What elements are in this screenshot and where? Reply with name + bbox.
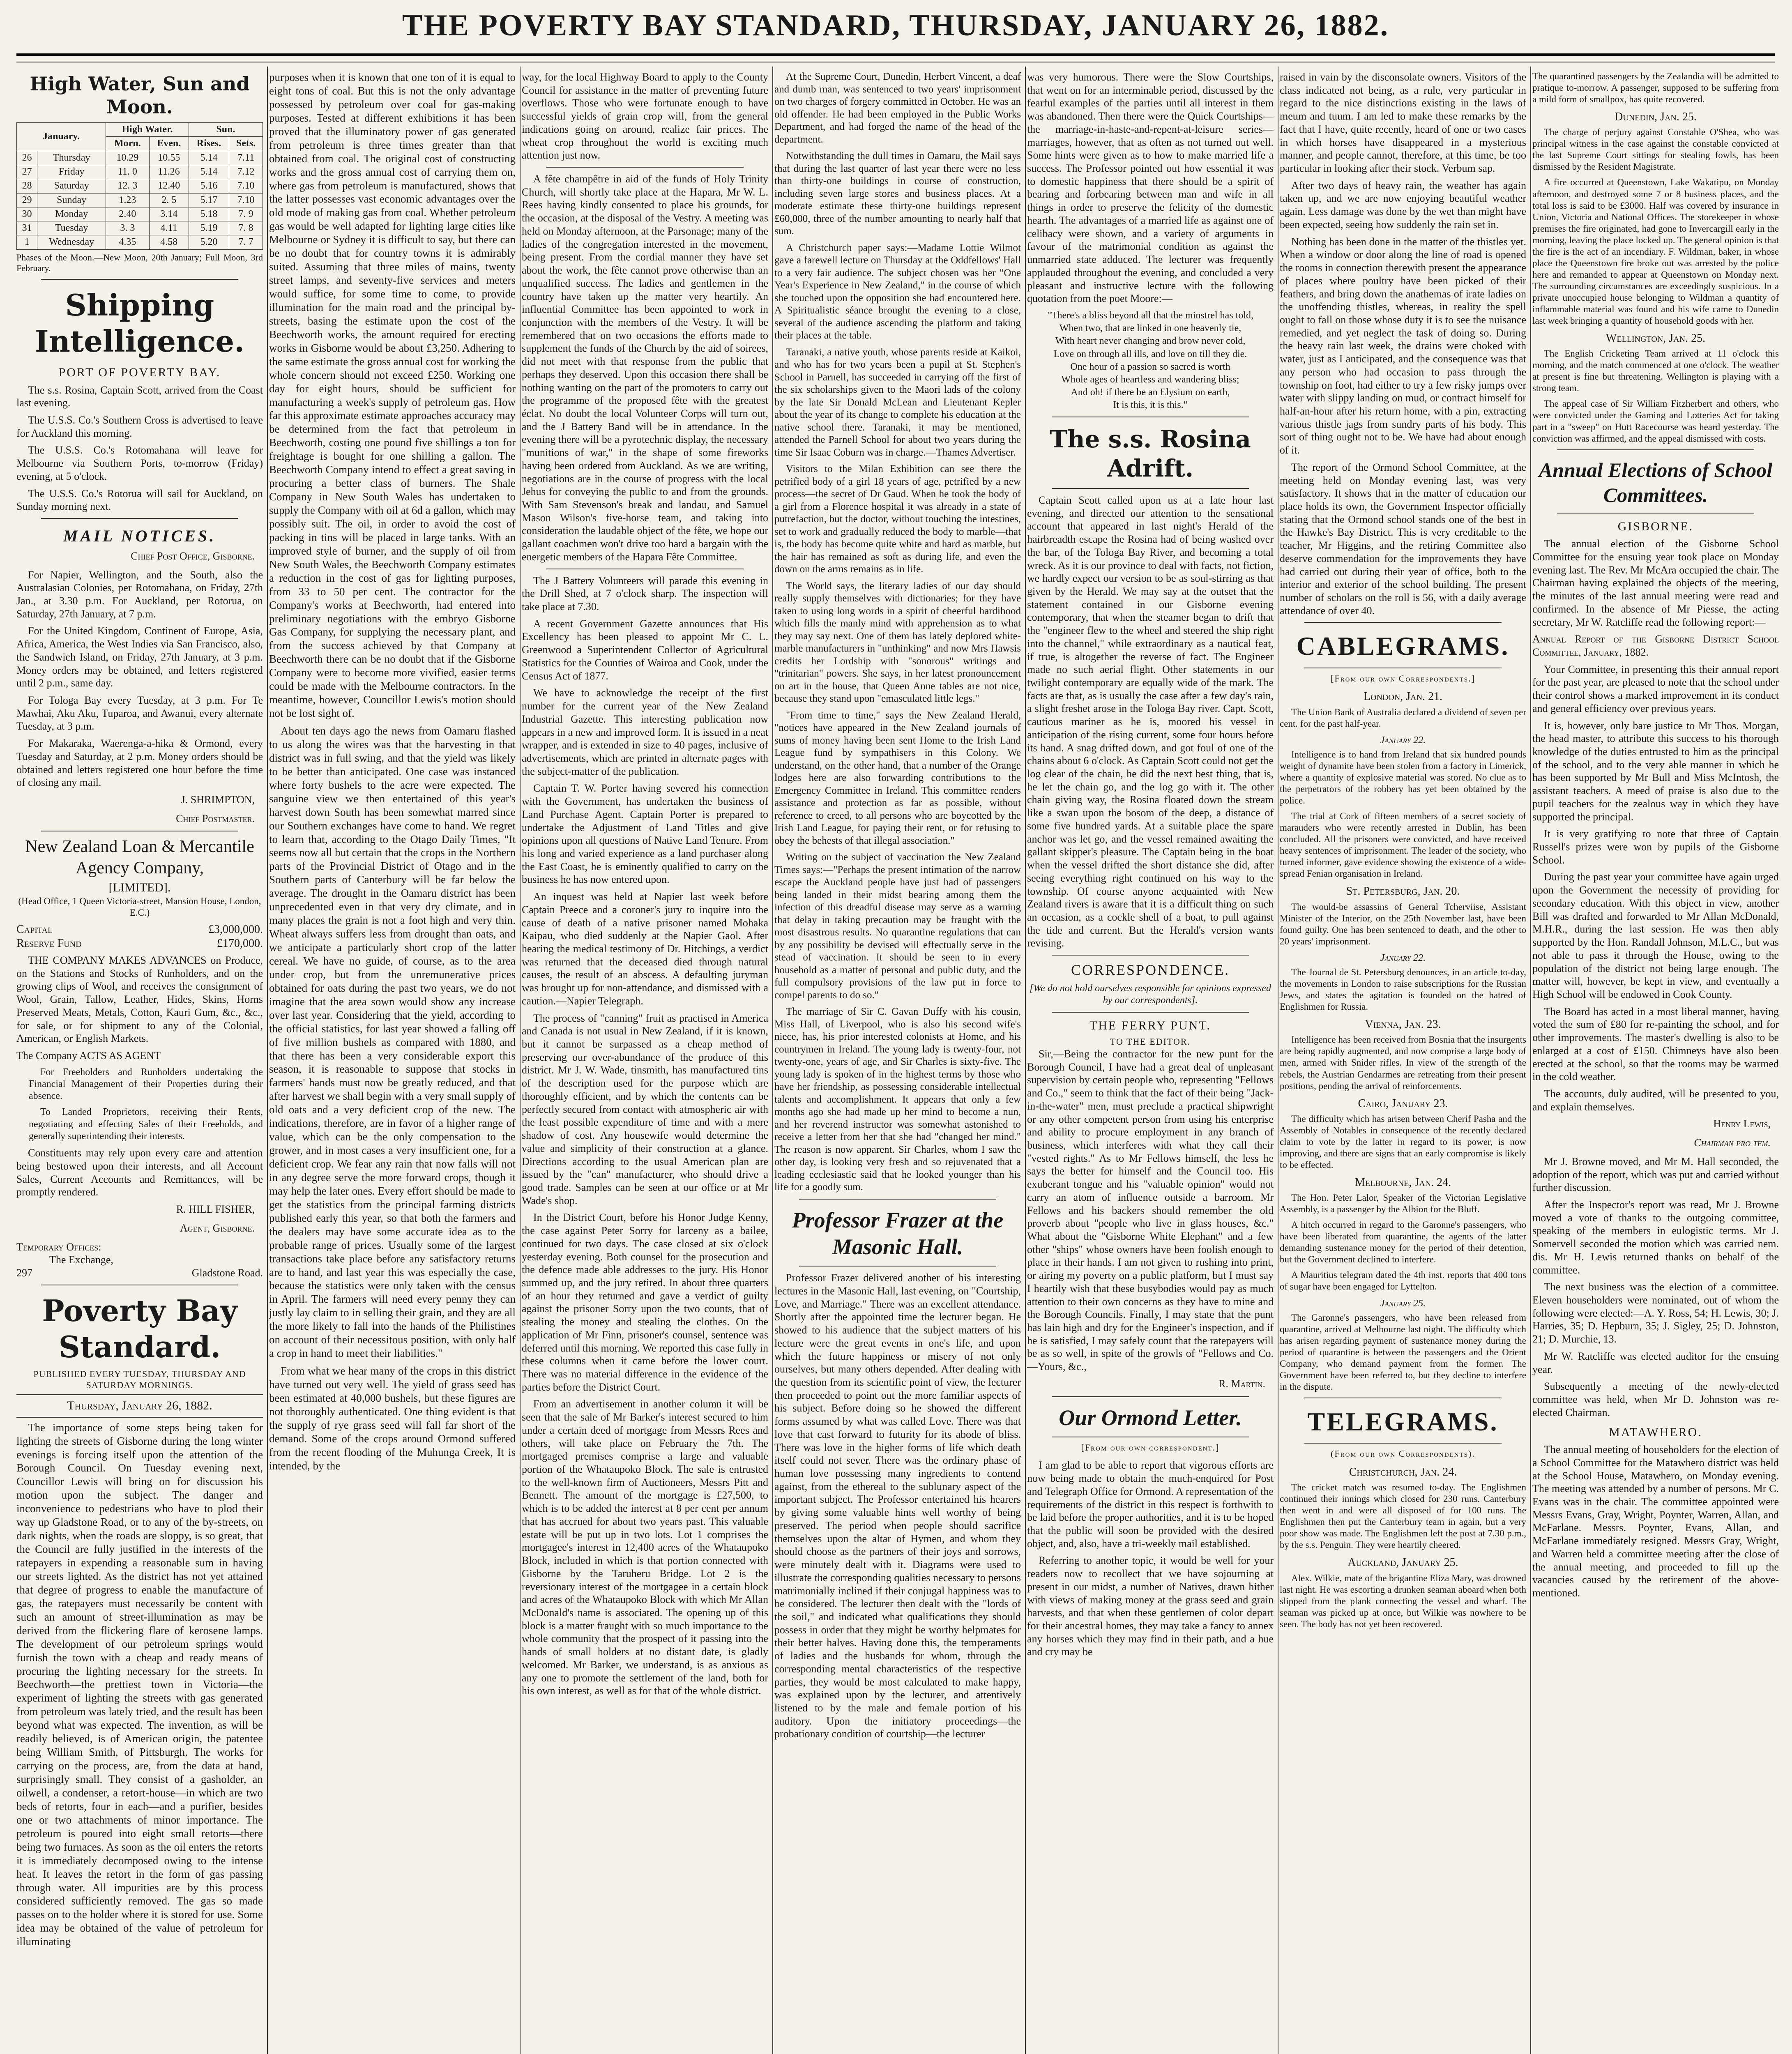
tide-cell: 11. 0 bbox=[106, 165, 149, 179]
news-item: The J Battery Volunteers will parade this evening in the Drill Shed, at 7 o'clock sharp. The inspection will take place at 7.30. bbox=[522, 574, 768, 613]
correspondence-heading: CORRESPONDENCE. bbox=[1071, 962, 1230, 979]
loan-temp-last bbox=[16, 1266, 263, 1280]
loan-agent-item: For Freeholders and Runholders undertaking the Financial Management of their Properties during their absence. bbox=[29, 1066, 263, 1102]
news-item: From an advertisement in another column it will be seen that the sale of Mr Barker's interest secured to him under a certain deed of mortgage from Messrs Rees and others, will take place on February the 7th. The mortgaged premises comprise a large and valuable portion of the Whataupoko Block. The sale is entrusted to the well-known firm of Auctioneers, Messrs Pitt and Bennett. The amount of the mortgage is £27,500, to which is to be added the interest at 8 per cent per annum that has accrued for about two years past. This valuable estate will be put up in two lots. Lot 1 comprises the mortgagee's interest in 12,400 acres of the Whataupoko Block, included in which is that portion connected with Gisborne by the Taruheru Bridge. Lot 2 is the reversionary interest of the mortgagee in a certain block and acres of the Whataupoko Block with which Mr Allan McDonald's name is associated. The opening up of this block is a matter fraught with so much importance to the whole community that the prospect of it passing into the hands of small holders at no distant date, is gladly welcomed. Mr Barker, we understand, is as anxious as any one to promote the settlement of the land, both for his own interest, as well as for that of the whole district. bbox=[522, 1398, 768, 1697]
cable-item: The Journal de St. Petersburg denounces, in an article to-day, the movements in London to raise subscriptions for the Russian Jews, and states the agitation is founded on the hatred of Englishmen for Russia. bbox=[1280, 967, 1526, 1012]
school-report: During the past year your committee have again urged upon the Government the necessity of providing for secondary education. With this object in view, another Bill was drafted and forwarded to Mr Allan McDonald, M.H.R., during the last session. He was then ably supported by the Hon. Randall Johnson, M.L.C., but was not able to pass it through the House, owing to the population of the district not being large enough. The matter will, however, be kept in view, and eventually a High School will be endowed in Cook County. bbox=[1532, 871, 1779, 1000]
shipping-notice: The s.s. Rosina, Captain Scott, arrived from the Coast last evening. bbox=[16, 384, 263, 409]
divider bbox=[799, 1199, 996, 1200]
tide-cell: 5.14 bbox=[189, 165, 229, 179]
column-1 bbox=[16, 71, 263, 2054]
news-item: "From time to time," says the New Zealand Herald, "notices have appeared in the New Zealand journals of sums of money having been sent Home to the Irish Land League fund by sympathisers in this Colony. We understand, on the other hand, that a number of the Orange lodges here are also forwarding contributions to the Emergency Committee in Ireland. This committee renders assistance and protection as far as possible, without reference to creed, to all persons who are boycotted by the Irish Land League, for paying their rent, or for refusing to obey the behests of that illegal association." bbox=[774, 709, 1021, 846]
column-2 bbox=[269, 71, 516, 2054]
shipping-heading: Shipping Intelligence. bbox=[35, 288, 245, 359]
tide-cell: Monday bbox=[37, 207, 106, 221]
column-7 bbox=[1532, 71, 1779, 2054]
tide-sub: Rises. bbox=[189, 137, 229, 151]
ferry-to: TO THE EDITOR. bbox=[1110, 1036, 1191, 1047]
reserve-value: £170,000. bbox=[217, 937, 263, 950]
cable-dateline: London, Jan. 21. bbox=[1363, 690, 1443, 703]
tide-cell: 2.40 bbox=[106, 207, 149, 221]
tide-cell: 28 bbox=[17, 179, 37, 193]
cable-item: The difficulty which has arisen between Cherif Pasha and the Assembly of Notables in consequence of the recently declared claim to vote by the latter in regard to its power, is now improving, and there are signs that an early compromise is likely to be effected. bbox=[1280, 1113, 1526, 1170]
tide-cell: 7.10 bbox=[229, 193, 263, 207]
tide-cell: 4.11 bbox=[149, 221, 189, 235]
capital-label: Capital bbox=[16, 923, 53, 936]
cable-item: The Union Bank of Australia declared a dividend of seven per cent. for the past half-year. bbox=[1280, 707, 1526, 729]
school-report: It is, however, only bare justice to Mr Thos. Morgan, the head master, to attribute this success to his thorough knowledge of the duties entrusted to him as the principal of the school, and to the very able manner in which he has been supported by Mr Bull and Miss McIntosh, the assistant teachers. A meed of praise is also due to the pupil teachers for the zealous way in which they have supported the principal. bbox=[1532, 719, 1779, 823]
telegrams-note: (From our own Correspondents). bbox=[1331, 1448, 1475, 1459]
tide-cell: 5.18 bbox=[189, 207, 229, 221]
loan-temp-line: Gladstone Road. bbox=[191, 1267, 263, 1279]
tide-sub: Even. bbox=[149, 137, 189, 151]
news-item: At the Supreme Court, Dunedin, Herbert Vincent, a deaf and dumb man, was sentenced to two years' imprisonment on two charges of forgery committed in October. He was an old offender. He had been employed in the Public Works Department, and had forged the name of the head of the department. bbox=[774, 71, 1021, 145]
news-item: The marriage of Sir C. Gavan Duffy with his cousin, Miss Hall, of Liverpool, who is also his second wife's niece, has, his prior interested colonists at Home, and his countrymen in Ireland. The young lady is twenty-four, not twenty-one, years of age, and Sir Charles is sixty-five. The young lady is spoken of in the highest terms by those who have her friendship, as possessing considerable intellectual talents and accomplishment. It appears that only a few months ago she had made up her mind to become a nun, and her reverend instructor was somewhat astonished to receive a letter from her that she had "changed her mind." The reason is now apparent. Sir Charles, whom I saw the other day, is looking very fresh and so rejuvenated that a leading ecclesiastic said that he looked younger than his life for a goodly sum. bbox=[774, 1006, 1021, 1193]
mail-office: Chief Post Office, Gisborne. bbox=[131, 550, 255, 562]
tide-row bbox=[17, 165, 263, 179]
telegram-item: The appeal case of Sir William Fitzherbert and others, who were convicted under the Gaming and Lotteries Act for taking part in a "sweep" on Hutt Racecourse was heard yesterday. The conviction was affirmed, and the appeal dismissed with costs. bbox=[1532, 398, 1779, 444]
ferry-letter: Sir,—Being the contractor for the new punt for the Borough Council, I have had a great deal of unpleasant supervision by certain people who, representing "Fellows and Co.," seem to think that the fact of their being "Jack-in-the-water" men, must preclude a practical shipwright or any other competent person from using his enterprise and ability to procure employment in any branch of business, which interferes with what they call their "vested rights." As to Mr Fellows himself, the less he says the better for himself and the Council too. His exuberant tongue and his "valuable opinion" would not carry an atom of influence outside a barroom. Mr Fellows and his backers should remember the old proverb about "people who live in glass houses, &c." What about the "Gisborne White Elephant" and a few other "ships" whose owners have been foolish enough to place in their hands. I am not given to rushing into print, or airing my poverty on a public platform, but I must say I heartily wish that these busybodies would pay as much attention to their own concerns as they have to mine and the Borough Councils. Finally, I may state that the punt has lain high and dry for the Engineer's inspection, and if he is satisfied, I may safely count that the ratepayers will be as so well, in spite of the growls of "Fellows and Co.—Yours, &c., bbox=[1027, 1048, 1274, 1373]
loan-office: (Head Office, 1 Queen Victoria-street, Mansion House, London, E.C.) bbox=[18, 896, 261, 918]
tide-cell: 3.14 bbox=[149, 207, 189, 221]
telegram-dateline: Auckland, January 25. bbox=[1347, 1556, 1458, 1569]
tide-cell: 11.26 bbox=[149, 165, 189, 179]
telegram-dateline: Christchurch, Jan. 24. bbox=[1349, 1466, 1457, 1479]
school-report: The annual election of the Gisborne School Committee for the ensuing year took place on Monday evening last. The Rev. Mr McAra occupied the chair. The Chairman having explained the objects of the meeting, the minutes of the last annual meeting were read and confirmed. In the absence of Mr Piesse, the acting secretary, Mr W. Ratcliffe read the following report:— bbox=[1532, 538, 1779, 628]
news-item: way, for the local Highway Board to apply to the County Council for assistance in the matter of preventing future overflows. Those who were fortunate enough to have successful yields of grain crop will, from the general indications going on around, realize fair prices. The wheat crop throughout the world is exciting much attention just now. bbox=[522, 71, 768, 161]
school-report-title: Annual Report of the Gisborne District School Committee, January, 1882. bbox=[1532, 633, 1779, 658]
divider bbox=[16, 1394, 263, 1395]
news-item: A recent Government Gazette announces that His Excellency has been pleased to appoint Mr C. L. Greenwood a Superintendent Collector of Agricultural Statistics for the Counties of Wairoa and Cook, under the Census Act of 1877. bbox=[522, 617, 768, 682]
column-rule bbox=[267, 67, 268, 2054]
column-4 bbox=[774, 71, 1021, 2054]
news-item: A fête champêtre in aid of the funds of Holy Trinity Church, will shortly take place at the Hapara, Mr W. L. Rees having kindly consented to place his grounds, for the occasion, at the disposal of the Vestry. A meeting was held on Monday afternoon, at the Parsonage; many of the ladies of the congregation interested in the movement, being present. From the cordial manner they have set about the work, the fête cannot prove otherwise than an unqualified success. The ladies and gentlemen in the country have taken up the matter very heartily. An influential Committee has been appointed to work in conjunction with the members of the Vestry. It will be remembered that on two occasions the efforts made to supplement the funds of the Church by the aid of soirees, did not meet with that response from the public that perhaps they deserved. Upon this occasion there shall be nothing wanting on the part of the promoters to carry out the programme of the proposed fête with the greatest éclat. No doubt the local Volunteer Corps will turn out, and the J Battery Band will be in attendance. In the evening there will be a pyrotechnic display, the necessary "munitions of war," in the shape of some fireworks having been ordered from Auckland. As we are writing, negotiations are in the course of progress with the local Jehus for conveying the public to and from the grounds. With Sam Stevenson's break and landau, and Samuel Mason Wilson's five-horse team, and taking into consideration the laudable object of the fête, we hope our gallant coachmen won't drive too hard a bargain with the energetic members of the Hapara Fête Committee. bbox=[522, 173, 768, 563]
loan-agent: The Company ACTS AS AGENT bbox=[16, 1049, 161, 1062]
paper-date: Thursday, January 26, 1882. bbox=[67, 1399, 212, 1413]
ormond-heading: Our Ormond Letter. bbox=[1059, 1405, 1242, 1430]
school-report: The Board has acted in a most liberal manner, having voted the sum of £80 for re-painting the school, and for other improvements. The master's dwelling is also to be enlarged at a cost of £150. Chimneys have also been erected at the school, so that the rooms may be warmed in the cold weather. bbox=[1532, 1005, 1779, 1083]
telegram-item: The English Cricketing Team arrived at 11 o'clock this morning, and the match commenced at one o'clock. The weather at present is fine but threatening. Wellington is playing with a strong team. bbox=[1532, 348, 1779, 394]
tide-row bbox=[17, 235, 263, 249]
column-rule bbox=[1530, 67, 1531, 2054]
shipping-notice: The U.S.S. Co.'s Southern Cross is advertised to leave for Auckland this morning. bbox=[16, 414, 263, 439]
tide-cell: Wednesday bbox=[37, 235, 106, 249]
school-report: After the Inspector's report was read, Mr J. Browne moved a vote of thanks to the outgoing committee, speaking of the members in eulogistic terms. Mr J. Somervell seconded the motion which was carried nem. dis. Mr H. Lewis returned thanks on behalf of the committee. bbox=[1532, 1199, 1779, 1276]
column-5 bbox=[1027, 71, 1274, 2054]
cable-dateline: St. Petersburg, Jan. 20. bbox=[1346, 885, 1460, 898]
divider bbox=[1052, 488, 1249, 489]
news-item: The process of "canning" fruit as practised in America and Canada is not usual in New Zealand, if it is known, but it cannot be surpassed as a cheap method of preserving our over-abundance of the produce of this district. Mr J. W. Wade, tinsmith, has manufactured tins of the description used for the purpose which are thoroughly efficient, and by which the contents can be perfectly secured from contact with atmospheric air with the least possible expenditure of time and with a mere shadow of cost. Any housewife would determine the value and simplicity of their construction at a glance. Directions according to the usual American plan are issued by the "can" manufacturer, who should drive a good trade. Samples can be seen at our office or at Mr Wade's shop. bbox=[522, 1012, 768, 1207]
loan-body: THE COMPANY MAKES ADVANCES on Produce, on the Stations and Stocks of Runholders, and on the growing clips of Wool, and receives the consignment of Wool, Grain, Tallow, Leather, Hides, Skins, Horns Preserved Meats, Metals, Cotton, Kauri Gum, &c., &c., for sale, or for shipment to any of the Colonial, American, or English Markets. bbox=[16, 954, 263, 1045]
ferry-heading: THE FERRY PUNT. bbox=[1089, 1018, 1211, 1032]
news-item: A Christchurch paper says:—Madame Lottie Wilmot gave a farewell lecture on Thursday at the Oddfellows' Hall to a very fair audience. The subject chosen was her "One Year's Experience in New Zealand," in the course of which she touched upon the opposition she had encountered here. A Spiritualistic séance brought the evening to a close, several of the audience ascending the platform and taking their places at the table. bbox=[774, 242, 1021, 341]
divider bbox=[1557, 449, 1754, 450]
cable-dateline: Melbourne, Jan. 24. bbox=[1354, 1176, 1451, 1189]
loan-constituents: Constituents may rely upon every care and attention being bestowed upon their interests, and all Account Sales, Current Accounts and Remittances, will be promptly rendered. bbox=[16, 1147, 263, 1198]
cable-dateline: Vienna, Jan. 23. bbox=[1365, 1018, 1441, 1031]
capital-line bbox=[16, 923, 263, 937]
news-item: Writing on the subject of vaccination the New Zealand Times says:—"Perhaps the present intimation of the narrow escape the Auckland people have just had of passengers being landed in their midst bearing among them the infection of this dreadful disease may serve as a warning that delay in taking precaution may be fraught with the most disastrous results. No quarantine regulations that can by any possibility be devised will effectually serve in the stead of vaccination. It should be seen to in every household as a matter of personal and public duty, and the full compulsory provisions of the law put in force to compel parents to do so." bbox=[774, 852, 1021, 1001]
divider bbox=[546, 167, 744, 168]
news-item: The World says, the literary ladies of our day should really supply themselves with dictionaries; for they have taken to using long words in a spirit of cheerful hardihood which fills the manly mind with apprehension as to what they may say next. One of them has lately deplored white-marble manufacturers in "unthinking" and now Mrs Hawsis credits her Lordship with "sonorous" writings and "trinitarian" powers. She says, in her latest pronouncement on art in the house, that Queen Anne tables are not nice, because they stand upon "emasculated little legs." bbox=[774, 580, 1021, 704]
tide-col-sun: Sun. bbox=[189, 123, 263, 137]
cable-date: January 25. bbox=[1380, 1298, 1426, 1309]
loan-signature-title: Agent, Gisborne. bbox=[180, 1222, 255, 1234]
tide-cell: 7.11 bbox=[229, 151, 263, 165]
tide-cell: Thursday bbox=[37, 151, 106, 165]
paper-title: Poverty Bay Standard. bbox=[42, 1293, 237, 1364]
column-6 bbox=[1280, 71, 1526, 2054]
moon-phases: Phases of the Moon.—New Moon, 20th January; Full Moon, 3rd February. bbox=[16, 252, 263, 274]
shipping-notice: The U.S.S. Co.'s Rotorua will sail for Auckland, on Sunday morning next. bbox=[16, 487, 263, 513]
ormond-letter: I am glad to be able to report that vigorous efforts are now being made to obtain the much-enquired for Post and Telegraph Office for Ormond. A representation of the requirements of the district in this respect is forthwith to be laid before the proper authorities, and it is to be hoped that the public will soon be provided with the desired object, and, also, have a tri-weekly mail established. bbox=[1027, 1459, 1274, 1550]
leader-article: The importance of some steps being taken for lighting the streets of Gisborne during the long winter evenings is forcing itself upon the attention of the Borough Council. On Tuesday evening next, Councillor Lewis will bring on for discussion his motion upon the subject. The danger and inconvenience to pedestrians who have to plod their way up Gladstone Road, or to any of the by-streets, on dark nights, when the roads are sloppy, is so great, that the Council are fully justified in the interests of the ratepayers in expending a reasonable sum in having our streets lighted. As the district has not yet attained that degree of progress to enable the manufacture of gas, the ratepayers must necessarily be content with such an amount of street-illumination as may be derived from the flickering flare of kerosene lamps. The development of our petroleum springs would furnish the town with a cheap and ready means of procuring the lighting necessary for the streets. In Beechworth—the prettiest town in Victoria—the experiment of lighting the streets with gas generated from petroleum was lately tried, and the result has been beyond what was expected. The invention, as will be readily believed, is of American origin, the patentee being William Smith, of Pittsburgh. The works for carrying on the process, are, from the data at hand, surprisingly small. They consist of a gasholder, an oilwell, a condenser, a retort-house—in which are two beds of retorts, four in each—and a purifier, besides one or two attachments of minor importance. The petroleum is poured into eight small retorts—there being two furnaces. As soon as the oil enters the retorts it is immediately decomposed owing to the intense heat. It leaves the retort in the form of gas passing through water. All impurities are by this process considered sufficiently removed. The gas so made passes on to the holder where it is stored for use. Some idea may be obtained of the value of petroleum for illuminating bbox=[16, 1421, 263, 1948]
mail-signature: J. SHRIMPTON, bbox=[181, 794, 255, 806]
port-heading: PORT OF POVERTY BAY. bbox=[58, 365, 221, 379]
cable-item: The would-be assassins of General Tcherviise, Assistant Minister of the Interior, on the 25th November last, have been found guilty. One has been sentenced to death, and the other to 20 years' imprisonment. bbox=[1280, 901, 1526, 946]
news-item: We have to acknowledge the receipt of the first number for the current year of the New Zealand Industrial Gazette. This interesting publication now appears in a new and improved form. It is issued in a neat wrapper, and is extended in size to 40 pages, inclusive of advertisements, which are printed in alternate pages with the subject-matter of the publication. bbox=[522, 687, 768, 777]
tide-cell: 30 bbox=[17, 207, 37, 221]
ormond-letter: Referring to another topic, it would be well for your readers now to recollect that we have sojourning at present in our midst, a number of Natives, drawn hither with views of making money at the grass seed and grain harvests, and that when these gentlemen of color depart for their ancestral homes, they may take a fancy to annex any horses which they may find in their path, and a hue and cry may be bbox=[1027, 1554, 1274, 1658]
news-item: In the District Court, before his Honor Judge Kenny, the case against Peter Sorry for larceny as a bailee, continued for two days. The case closed at six o'clock yesterday evening. Both counsel for the prosecution and the defence made able addresses to the jury. His Honor summed up, and the jury retired. In about three quarters of an hour they returned and gave a verdict of guilty against the prisoner Sorry upon the two counts, that of stealing the money and stealing the clothes. On the application of Mr Finn, prisoner's counsel, sentence was deferred until this morning. We reported this case fully in these columns when it came before the lower court. There was no material difference in the evidence of the parties before the District Court. bbox=[522, 1211, 768, 1393]
divider bbox=[16, 1417, 263, 1418]
tide-cell: Tuesday bbox=[37, 221, 106, 235]
tides-heading: High Water, Sun and Moon. bbox=[30, 73, 250, 118]
frazer-article-cont: was very humorous. There were the Slow Courtships, that went on for an interminable period, discussed by the fearful examples of the parties until all interest in them was abandoned. Then there were the Quick Courtships—the marriage-in-haste-and-repent-at-leisure series—marriages, however, that as often as not turned out well. Some hints were given as to how to make married life a success. The Professor pointed out how essential it was to domestic happiness that there should be a spirit of bearing and forbearing between man and wife in all things in order to preserve the felicity of the domestic hearth. The advantages of a married life as against one of celibacy were shown, and a variety of arguments in favour of the matrimonial condition as against the unmarried state adduced. The lecturer was frequently applauded throughout the evening, and concluded a very pleasant and instructive lecture with the following quotation from the poet Moore:— bbox=[1027, 71, 1274, 305]
ad-number: 297 bbox=[16, 1267, 32, 1279]
divider bbox=[1304, 1443, 1502, 1444]
correspondence-note: [We do not hold ourselves responsible for opinions expressed by our correspondents]. bbox=[1030, 983, 1271, 1006]
ormond-note: [From our own correspondent.] bbox=[1081, 1442, 1220, 1453]
tide-cell: 12.40 bbox=[149, 179, 189, 193]
tide-cell: 26 bbox=[17, 151, 37, 165]
tide-col-high: High Water. bbox=[106, 123, 189, 137]
divider bbox=[1052, 1012, 1249, 1013]
school-report: Mr J. Browne moved, and Mr M. Hall seconded, the adoption of the report, which was put and carried without further discussion. bbox=[1532, 1155, 1779, 1194]
cablegrams-heading: CABLEGRAMS. bbox=[1296, 631, 1510, 661]
mail-heading: MAIL NOTICES. bbox=[63, 526, 217, 545]
tide-table bbox=[16, 122, 263, 249]
mail-notice: For Makaraka, Waerenga-a-hika & Ormond, every Tuesday and Saturday, at 2 p.m. Money orders should be obtained and letters registered one hour before the time of closing any mail. bbox=[16, 737, 263, 789]
tide-cell: Saturday bbox=[37, 179, 106, 193]
harvest-article: About ten days ago the news from Oamaru flashed to us along the wires was that the harvesting in that district was in full swing, and that the yield was likely to be better than anticipated. One case was instanced where forty bushels to the acre were expected. The sanguine view we then entertained of this year's harvest down South has been somewhat marred since our Southern exchanges have come to hand. We regret to learn that, according to the Otago Daily Times, "It seems now all but certain that the crops in the Northern parts of the Provincial District of Otago and in the Southern parts of Canterbury will be far below the average. The drought in the Oamaru district has been unprecedented even in that very dry climate, and in many places the grain is not a foot high and very thin. Wheat always suffers less from drought than oats, and we anticipate a particularly short crop of the latter cereal. We have no guide, of course, as to the area under crop, but from the unremunerative prices obtained for oats during the past two years, we do not imagine that the area sown would show any increase over last year. Considering that the yield, according to the official statistics, for last year showed a falling off of five million bushels as compared with 1880, and that there has been a very considerable export this season, it is reasonable to suppose that stocks in farmers' hands must now be greatly reduced, and that after harvest we shall begin with a very small supply of old oats and a very deficient crop of the new. The indications, therefore, are in favor of a higher range of value, which can be the only compensation to the grower, and in most cases a very insufficient one, for a deficient crop. We fear any rain that now falls will not in any degree serve the more forward crops, though it may help the later ones. Every effort should be made to get the statistics from the principal farming districts published early this year, so that both the farmers and the dealers may have some accurate idea as to the probable range of prices. Usually some of the largest transactions take place before any satisfactory returns are to hand, and last year this was especially the case, because the statistics were only taken with the census in April. The farmers will need every penny they can justly lay claim to in selling their grain, and they are all the more likely to fall into the hands of the Philistines on account of their necessitous position, with only half a crop in hand to meet their liabilities." bbox=[269, 725, 516, 1360]
cable-item: The Hon. Peter Lalor, Speaker of the Victorian Legislative Assembly, is a passenger by the Albion for the Bluff. bbox=[1280, 1193, 1526, 1215]
tide-cell: 7. 7 bbox=[229, 235, 263, 249]
tide-cell: 5.17 bbox=[189, 193, 229, 207]
news-item: Taranaki, a native youth, whose parents reside at Kaikoi, and who has for two years been a pupil at St. Stephen's School in Parnell, has succeeded in carrying off the first of the six scholarships given to the Maori lads of the colony by the late Sir Donald McLean and Lieutenant Kepler about the year of its change to complete his education at the native school there. Taranaki, it may be mentioned, attended the Parnell School for about two years during the time Sir Isaac Coburn was in charge.—Thames Advertiser. bbox=[774, 346, 1021, 458]
news-item: An inquest was held at Napier last week before Captain Preece and a coroner's jury to inquire into the cause of death of a native prisoner named Mohaka Kaipau, who died suddenly at the Napier Gaol. After hearing the medical testimony of Dr. Hitchings, a verdict was returned that the deceased died through natural causes, the result of an abscess. A defaulting juryman was brought up for non-attendance, and dismissed with a caution.—Napier Telegraph. bbox=[522, 891, 768, 1007]
crops-article: From what we hear many of the crops in this district have turned out very well. The yield of grass seed has been estimated at 40,000 bushels, but these figures are not thoroughly authenticated. One thing evident is that the supply of rye grass seed will fall far short of the demand. Some of the crops around Ormond suffered from the recent flooding of the Muhunga Creek, It is intended, by the bbox=[269, 1365, 516, 1472]
telegram-item: Alex. Wilkie, mate of the brigantine Eliza Mary, was drowned last night. He was escorting a drunken seaman aboard when both slipped from the plank connecting the vessel and wharf. The seaman was picked up at once, but Wilkie was nowhere to be seen. The body has not yet been recovered. bbox=[1280, 1573, 1526, 1629]
school-report: Mr W. Ratcliffe was elected auditor for the ensuing year. bbox=[1532, 1350, 1779, 1375]
tide-cell: 2. 5 bbox=[149, 193, 189, 207]
tide-cell: 1.23 bbox=[106, 193, 149, 207]
divider bbox=[1052, 955, 1249, 956]
divider bbox=[1052, 1396, 1249, 1397]
tide-cell: 31 bbox=[17, 221, 37, 235]
tide-row bbox=[17, 193, 263, 207]
leader-article-cont: purposes when it is known that one ton of it is equal to eight tons of coal. But this is not the only advantage possessed by petroleum over coal for gas-making purposes. Tested at different exhibitions it has been proved that the illuminatory power of gas generated from petroleum is three times greater than that obtained from coal. The original cost of constructing works and the gross annual cost of carrying them on, where gas from petroleum is manufactured, shows that the latter possesses vast economic advantages over the old mode of making gas from coal. Whether petroleum gas would be well adapted for lighting large cities like Melbourne or Sydney it is difficult to say, but there can be no doubt that for country towns it is admirably suited. Assuming that three miles of mains, twenty street lamps, and seventy-five services and meters would suffice, for some time to come, to provide illumination for the main road and the principal by-streets, basing the estimate upon the cost of the Beechworth works, the amount required for erecting works in Gisborne would be about £3,250. Adhering to the same estimate the gross annual cost for working the whole concern should not exceed £250. Working one day for eight hours, should be sufficient for manufacturing a week's supply of petroleum gas. How far this approximate estimate approaches accuracy may be determined from the fact that petroleum in Beechworth, costing one pound five shillings a ton for freightage is bought for one shilling a gallon. The Beechworth Company intend to effect a great saving in procuring a better class of burners. The Shale Company in New South Wales has undertaken to supply the Company with oil at 6d a gallon, which may possibly suit. The oil, in order to avoid the cost of packing in tins will be placed in large tanks. With an improved style of burner, and the supply of oil from New South Wales, the Beechworth Company estimates a reduction in the cost of gas for lighting purposes, from 33 to 50 per cent. The contractor for the Company's works at Beechworth, had entered into preliminary negotiations with the embryo Gisborne Gas Company, for supplying the necessary plant, and from the success achieved by that Company at Beechworth there can be no doubt that if the Gisborne Company were to become more vivified, easier terms could be made with the Melbourne contractors. In the meantime, however, Councillor Lewis's motion should not be lost sight of. bbox=[269, 71, 516, 720]
tide-row bbox=[17, 207, 263, 221]
column-3 bbox=[522, 71, 768, 2054]
matawhero-report: The annual meeting of householders for the election of a School Committee for the Matawhero district was held at the School House, Matawhero, on Monday evening. The meeting was attended by a number of persons. Mr C. Evans was in the chair. The committee appointed were Messrs Evans, Gray, Wright, Poynter, Warren, Allan, and McFarlane. Messrs. Poynter, Evans, Allan, and McFarlane immediately resigned. Messrs Gray, Wright, and Warren held a committee meeting after the close of the annual meeting, and proceeded to fill up the vacancies caused by the retirement of the above-mentioned. bbox=[1532, 1444, 1779, 1599]
column-rule bbox=[772, 67, 773, 2054]
telegrams-heading: TELEGRAMS. bbox=[1307, 1407, 1499, 1437]
school-report: The accounts, duly audited, will be presented to you, and explain themselves. bbox=[1532, 1087, 1779, 1113]
paper-publication: PUBLISHED EVERY TUESDAY, THURSDAY AND SATURDAY MORNINGS. bbox=[33, 1369, 246, 1391]
loan-temp-line: The Exchange, bbox=[49, 1254, 113, 1266]
news-item: Captain T. W. Porter having severed his connection with the Government, has undertaken the business of Land Purchase Agent. Captain Porter is prepared to undertake the Adjustment of Land Titles and give opinions upon all questions of Native Land Tenure. From his long and varied experience as a land purchaser along the East Coast, he is eminently qualified to carry on the business he has now entered upon. bbox=[522, 782, 768, 886]
cable-item: Intelligence is to hand from Ireland that six hundred pounds weight of dynamite have been stolen from a factory in Limerick, where a quantity of explosive material was stored. No clue as to the perpetrators of the robbery has yet been obtained by the police. bbox=[1280, 749, 1526, 806]
cable-item: The Garonne's passengers, who have been released from quarantine, arrived at Melbourne last night. The difficulty which has arisen regarding payment of sustenance money during the period of quarantine is between the passengers and the Orient Company, who demand payment from the former. The Government have been referred to, but they decline to interfere in the dispute. bbox=[1280, 1312, 1526, 1392]
tide-sub: Morn. bbox=[106, 137, 149, 151]
shipping-notice: The U.S.S. Co.'s Rotomahana will leave for Melbourne via Southern Ports, to-morrow (Friday) evening, at 5 o'clock. bbox=[16, 444, 263, 482]
cablegrams-note: [From our own Correspondents.] bbox=[1331, 673, 1475, 684]
reserve-line bbox=[16, 937, 263, 951]
mail-notice: For Napier, Wellington, and the South, also the Australasian Colonies, per Rotomahana, on Friday, 27th Jan., at 3.30 p.m. For Auckland, per Rotorua, on Saturday, 27th January, at 7 p.m. bbox=[16, 569, 263, 620]
tide-cell: 10.29 bbox=[106, 151, 149, 165]
column-rule bbox=[1025, 67, 1026, 2054]
news-item: Notwithstanding the dull times in Oamaru, the Mail says that during the last quarter of last year there were no less than thirty-one buildings in course of construction, including seven large stores and business places. At a moderate estimate these thirty-one buildings represent £60,000, three of the number amounting to nearly half that sum. bbox=[774, 150, 1021, 237]
cable-date: January 22. bbox=[1380, 952, 1426, 963]
school-report: It is very gratifying to note that three of Captain Russell's prizes were won by pupils of the Gisborne School. bbox=[1532, 828, 1779, 866]
cable-item: A hitch occurred in regard to the Garonne's passengers, who have been liberated from quarantine, the agents of the latter demanding sustenance money for the period of their detention, but the Government declined to interfere. bbox=[1280, 1220, 1526, 1265]
loan-heading: New Zealand Loan & Mercantile Agency Company, bbox=[25, 837, 254, 877]
tide-cell: Sunday bbox=[37, 193, 106, 207]
tide-row bbox=[17, 221, 263, 235]
ormond-letter-cont: After two days of heavy rain, the weather has again taken up, and we are now enjoying beautiful weather again. Less damage was done by the wet than might have been expected, seeing how suddenly the rain set in. bbox=[1280, 179, 1526, 230]
cable-date: January 22. bbox=[1380, 735, 1426, 746]
tide-cell: 7. 8 bbox=[229, 221, 263, 235]
school-signature: Henry Lewis, bbox=[1713, 1118, 1771, 1130]
masthead-rule bbox=[16, 53, 1775, 56]
loan-limited: [LIMITED]. bbox=[108, 880, 171, 894]
tide-cell: 5.19 bbox=[189, 221, 229, 235]
matawhero-heading: MATAWHERO. bbox=[1609, 1425, 1702, 1439]
telegram-item: The charge of perjury against Constable O'Shea, who was principal witness in the case against the constable convicted at the last Supreme Court sittings for stealing fowls, has been dismissed by the Resident Magistrate. bbox=[1532, 127, 1779, 172]
loan-agent-item: To Landed Proprietors, receiving their Rents, negotiating and effecting Sales of their Freeholds, and generally superintending their interests. bbox=[29, 1107, 263, 1142]
mail-notice: For the United Kingdom, Continent of Europe, Asia, Africa, America, the West Indies via San Francisco, also, the Sandwich Island, on Friday, 27th January, at 3 p.m. Money orders may be obtained, and letters registered until 2 p.m., same day. bbox=[16, 625, 263, 689]
tide-cell: 3. 3 bbox=[106, 221, 149, 235]
tide-cell: 7.12 bbox=[229, 165, 263, 179]
cable-dateline: Cairo, January 23. bbox=[1358, 1097, 1448, 1110]
tide-cell: 27 bbox=[17, 165, 37, 179]
column-rule bbox=[520, 67, 521, 2054]
rosina-article: Captain Scott called upon us at a late hour last evening, and directed our attention to the sensational account that appeared in last night's Herald of the hairbreadth escape the Rosina had of being washed over the bar, of the Tologa Bay River, and becoming a total wreck. As it is our province to deal with facts, not fiction, we hardly expect our version to be as soul-stirring as that given by the Herald. We may say at the outset that the statement contained in our Gisborne evening contemporary, that when the steamer began to drift that the "engineer flew to the wheel and steered the ship right into the channel," while extraordinary as a nautical feat, if true, is altogether the reverse of fact. The Engineer made no such aerial flight. Other statements in our twilight contemporary are equally wide of the mark. The facts are that, as is usually the case after a few day's rain, a slight freshet arose in the Tologa Bay river. Capt. Scott, cautious mariner as he is, moored his vessel in anticipation of the rising current, some four hours before its hand. A snag drifted down, and got foul of one of the chains about 6 o'clock. As Captain Scott could not get the log clear of the chain, he did the next best thing, that is, he let the chain go, and the log go with it. The other chain giving way, the Rosina floated down the stream like a swan upon the bosom of the deep, a distance of some five hundred yards. At a suitable place the spare anchor was let go, and the vessel remained awaiting the gallant skipper's pleasure. The Captain being in the boat when the vessel drifted the short distance she did, after seeing everything right continued on his way to the township. Of course anyone acquainted with New Zealand rivers is aware that it is a difficult thing on such an occasion, as a cockle shell of a boat, to pull against the tide and current. But the Herald's version wants revising. bbox=[1027, 494, 1274, 949]
page-masthead: THE POVERTY BAY STANDARD, THURSDAY, JANUARY 26, 1882. bbox=[402, 9, 1389, 42]
capital-value: £3,000,000. bbox=[208, 923, 263, 936]
mail-signature-title: Chief Postmaster. bbox=[176, 812, 255, 824]
tide-col-month: January. bbox=[17, 123, 106, 151]
tide-cell: 4.35 bbox=[106, 235, 149, 249]
frazer-article: Professor Frazer delivered another of his interesting lectures in the Masonic Hall, last evening, on "Courtship, Love, and Marriage." There was an excellent attendance. Shortly after the appointed time the lecturer began. He showed to his audience that the subject matters of his lecture were the great events in one's life, and upon which the future happiness or misery of not only ourselves, but many others depended. After dealing with the question from its scientific point of view, the lecturer then proceeded to point out the more familiar aspects of his subject. Before doing so he showed the different forms assumed by what was called Love. There was that love that cast forward to futurity for its abode of bliss. There was love in the higher forms of life which death itself could not sever. There was the ordinary phase of human love possessing many ingredients to contend against, from the ethereal to the sublunary aspect of the important subject. The Professor entertained his hearers by giving some valuable hints well worthy of being preserved. The period when people should sacrifice themselves upon the altar of Hymen, and whom they should choose as the partners of their joys and sorrows, were minutely dealt with it. Diagrams were used to illustrate the corresponding qualities necessary to persons matrimonially inclined if their conjugal happiness was to be considered. The lecturer then dealt with the "lords of the soil," and indicated what qualifications they should possess in order that they might be worthy helpmates for their better halves. Having done this, the temperaments of ladies and the husbands for whom, through the corresponding mental characteristics of the respective parties, they would be most calculated to make happy, was explained upon by the lecturer, and attentively listened to by the male and female portion of his auditory. Upon the initiatory proceedings—the probationary condition of courtship—the lecturer bbox=[774, 1272, 1021, 1740]
ormond-letter-cont: The report of the Ormond School Committee, at the meeting held on Monday evening last, was very satisfactory. It shows that in the matter of education our place holds its own, the Government Inspector officially stating that the Ormond school stands one of the best in the Hawke's Bay District. This is very creditable to the teacher, Mr Higgins, and the retiring Committee also deserve commendation for the improvements they have had carried out during their year of office, both to the interior and exterior of the school building. The present number of scholars on the roll is 56, with a daily average attendance of over 40. bbox=[1280, 461, 1526, 617]
school-elections-heading: Annual Elections of School Committees. bbox=[1539, 458, 1773, 507]
tide-cell: 4.58 bbox=[149, 235, 189, 249]
tide-row bbox=[17, 179, 263, 193]
loan-signature: R. HILL FISHER, bbox=[176, 1203, 255, 1216]
divider bbox=[1557, 513, 1754, 514]
tide-cell: 10.55 bbox=[149, 151, 189, 165]
school-signature-title: Chairman pro tem. bbox=[1694, 1137, 1771, 1149]
ormond-letter-cont: Nothing has been done in the matter of the thistles yet. When a window or door along the line of road is opened the rooms in connection therewith present the appearance of places where poultry have been picked of their feathers, and bring down the anathemas of irate ladies on the unoffending thistles, whereas, in reality the spell ought to fall on those whose duty it is to see the nuisance remedied, and yet neglect the task of doing so. During the heavy rain last week, the drains were choked with water, just as I anticipated, and the consequence was that any person who had occasion to pass through the township on foot, had either to try a few risky jumps over water with slippy landing on mud, or contract himself for half-an-hour after his return home, with a pin, extracting various thistle jags from sundry parts of his body. This sort of thing ought not to be. We have had about enough of it. bbox=[1280, 235, 1526, 456]
divider bbox=[41, 518, 238, 519]
telegram-dateline: Wellington, Jan. 25. bbox=[1605, 332, 1706, 345]
tide-cell: 7.10 bbox=[229, 179, 263, 193]
tide-cell: 7. 9 bbox=[229, 207, 263, 221]
tide-row bbox=[17, 151, 263, 165]
mail-notice: For Tologa Bay every Tuesday, at 3 p.m. For Te Mawhai, Aku Aku, Tuparoa, and Awanui, every alternate Tuesday, at 3 p.m. bbox=[16, 694, 263, 732]
ferry-signature: R. Martin. bbox=[1218, 1377, 1265, 1390]
tide-cell: 5.20 bbox=[189, 235, 229, 249]
school-report: Subsequently a meeting of the newly-elected committee was held, when Mr D. Johnston was re-elected Chairman. bbox=[1532, 1380, 1779, 1418]
cable-item: A Mauritius telegram dated the 4th inst. reports that 400 tons of sugar have been engaged for Lyttelton. bbox=[1280, 1270, 1526, 1292]
tide-cell: 5.16 bbox=[189, 179, 229, 193]
telegram-item: The cricket match was resumed to-day. The Englishmen continued their innings which closed for 230 runs. Canterbury then went in and were all disposed of for 100 runs. The Englishmen then put the Canterbury team in again, but a very poor show was made. The Englishmen left the post at 7.30 p.m., by the s.s. Penguin. They were heartily cheered. bbox=[1280, 1482, 1526, 1550]
cable-item: Intelligence has been received from Bosnia that the insurgents are being rapidly augmented, and now comprise a large body of men, armed with Snider rifles. In view of the strength of the rebels, the Austrian Gendarmes are retreating from their present positions, pending the arrival of reinforcements. bbox=[1280, 1034, 1526, 1091]
frazer-heading: Professor Frazer at the Masonic Hall. bbox=[792, 1207, 1004, 1260]
loan-temp-offices: Temporary Offices: bbox=[16, 1241, 101, 1253]
gisborne-heading: GISBORNE. bbox=[1617, 519, 1694, 533]
telegram-item: The quarantined passengers by the Zealandia will be admitted to pratique to-morrow. A passenger, supposed to be suffering from a mild form of smallpox, has quite recovered. bbox=[1532, 71, 1779, 105]
cable-item: The trial at Cork of fifteen members of a secret society of marauders who were recently arrested in Dublin, has been concluded. All the prisoners were convicted, and have received heavy sentences of imprisonment. The leader of the society, who turned informer, gave evidence showing the existence of a wide-spread Fenian organisation in Ireland. bbox=[1280, 811, 1526, 879]
tide-sub: Sets. bbox=[229, 137, 263, 151]
tide-cell: 12. 3 bbox=[106, 179, 149, 193]
school-report: Your Committee, in presenting this their annual report for the past year, are pleased to note that the school under their control shows a marked improvement in its conduct and general efficiency over previous years. bbox=[1532, 663, 1779, 714]
tide-cell: 1 bbox=[17, 235, 37, 249]
tide-cell: Friday bbox=[37, 165, 106, 179]
ormond-letter-cont: raised in vain by the disconsolate owners. Visitors of the class indicated not being, as a rule, very particular in regard to the nice distinctions existing in the laws of meum and tuum. I am led to make these remarks by the fact that I have, quite recently, heard of one or two cases in which horses have disappeared in a mysterious manner, and people cannot, therefore, at this time, be too particular in looking after their stock. Verbum sap. bbox=[1280, 71, 1526, 175]
telegram-dateline: Dunedin, Jan. 25. bbox=[1615, 111, 1697, 124]
tide-cell: 5.14 bbox=[189, 151, 229, 165]
moore-poem: "There's a bliss beyond all that the minstrel has told, When two, that are linked in one heavenly tie, With heart never changing and brow never cold, Love on through all ills, and love on till they die. One hour of a passion so sacred is worth Whole ages of heartless and wandering bliss; And oh! if there be an Elysium on earth, It is this, it is this." bbox=[1047, 310, 1254, 411]
divider bbox=[41, 279, 238, 280]
reserve-label: Reserve Fund bbox=[16, 937, 82, 950]
school-report: The next business was the election of a committee. Eleven householders were nominated, out of whom the following were elected:—A. Y. Ross, 54; H. Lewis, 30; J. Harries, 35; D. Hepburn, 35; J. Sigley, 25; D. Johnston, 21; D. Murchie, 13. bbox=[1532, 1281, 1779, 1345]
divider bbox=[1304, 622, 1502, 623]
news-item: Visitors to the Milan Exhibition can see there the petrified body of a girl 18 years of age, petrified by a new process—the secret of Dr Gaud. When he took the body of a girl from a Florence hospital it was already in a state of putrefaction, but the doctor, without touching the intestines, set to work and gradually reduced the body to marble—that is, the body has become quite white and hard as marble, but the hair has remained as soft as during life, and even the down on the arms remains as in life. bbox=[774, 463, 1021, 575]
telegram-item: A fire occurred at Queenstown, Lake Wakatipu, on Monday afternoon, and destroyed some 7 or 8 business places, and the total loss is said to be £3000. Half was covered by insurance in Union, Victoria and National Offices. The storekeeper in whose premises the fire originated, had gone to Invercargill early in the morning, leaving the place locked up. The general opinion is that the fire is the act of an incendiary. F. Wildman, baker, in whose place the Queenstown fire broke out was arrested by the police here and remanded to appear at Queenstown on Monday next. The surrounding circumstances are exceedingly suspicious. In a private unoccupied house belonging to Wildman a quantity of inflammable material was found and his wife came to Dunedin last week bringing a quantity of household goods with her. bbox=[1532, 177, 1779, 326]
tide-cell: 29 bbox=[17, 193, 37, 207]
rosina-heading: The s.s. Rosina Adrift. bbox=[1050, 425, 1251, 483]
